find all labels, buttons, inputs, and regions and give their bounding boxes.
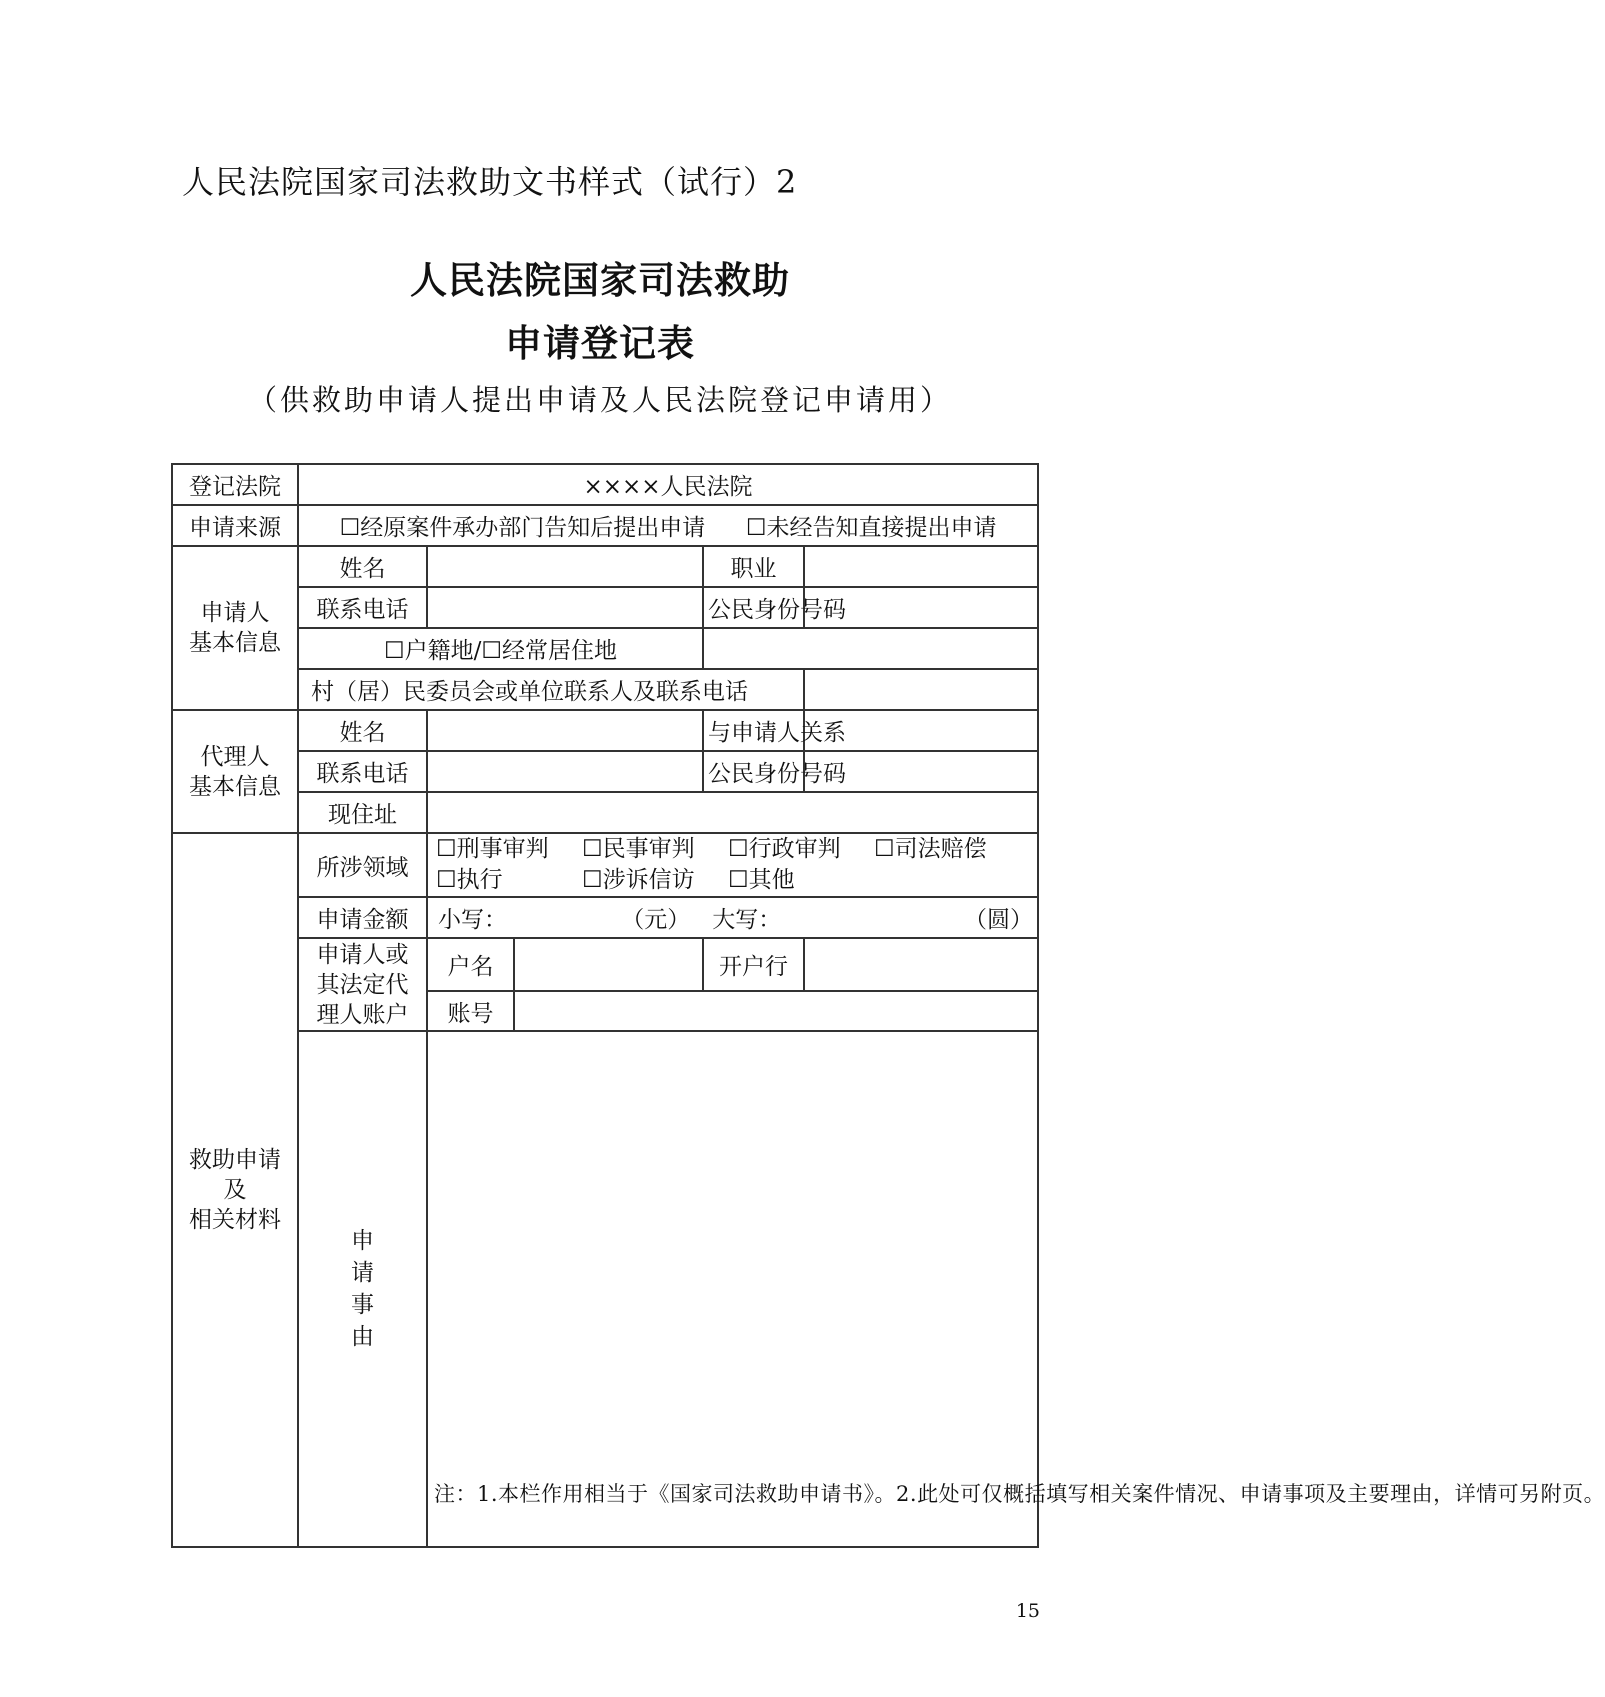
agent-section-label: 代理人 基本信息: [172, 710, 298, 833]
document-series-header: 人民法院国家司法救助文书样式（试行）2: [182, 163, 798, 201]
field-option-civil-checkbox[interactable]: ☐民事审判: [582, 836, 695, 862]
account-number-field[interactable]: [514, 991, 1038, 1031]
applicant-name-label: 姓名: [298, 546, 427, 587]
materials-row-reason: [172, 1031, 1038, 1471]
source-row: [172, 505, 1038, 546]
amount-big-label: 大写：: [712, 907, 782, 933]
bank-field[interactable]: [804, 938, 1038, 991]
account-label: 申请人或 其法定代 理人账户: [298, 938, 427, 1031]
materials-row-amount: [172, 897, 1038, 938]
reason-note: 注：1.本栏作用相当于《国家司法救助申请书》。2.此处可仅概括填写相关案件情况、申请事项及主要理由，详情可另附页。: [427, 1471, 1038, 1547]
agent-phone-label: 联系电话: [298, 751, 427, 792]
source-option-direct-checkbox[interactable]: ☐未经告知直接提出申请: [745, 515, 997, 541]
materials-row-field: [172, 833, 1038, 897]
agent-phone-field[interactable]: [427, 751, 703, 792]
reason-label: 申 请 事 由: [298, 1031, 427, 1547]
agent-row-2: [172, 751, 1038, 792]
applicant-residence-label[interactable]: ☐户籍地/☐经常居住地: [298, 628, 703, 669]
amount-small-label: 小写：: [438, 907, 507, 933]
agent-name-label: 姓名: [298, 710, 427, 751]
amount-label: 申请金额: [298, 897, 427, 938]
materials-section-label: 救助申请 及 相关材料: [172, 833, 298, 1547]
reason-text-area[interactable]: [427, 1031, 1038, 1471]
form-title-line1: 人民法院国家司法救助: [410, 258, 790, 302]
applicant-section-label: 申请人 基本信息: [172, 546, 298, 710]
applicant-phone-field[interactable]: [427, 587, 703, 628]
applicant-village-contact-label: 村（居）民委员会或单位联系人及联系电话: [298, 669, 804, 710]
amount-big-yuan-unit: （圆）: [964, 907, 1034, 933]
court-label: 登记法院: [172, 464, 298, 505]
source-label: 申请来源: [172, 505, 298, 546]
agent-address-label: 现住址: [298, 792, 427, 833]
applicant-row-1: [172, 546, 1038, 587]
field-label: 所涉领域: [298, 833, 427, 897]
source-options: [298, 505, 1038, 546]
page-number: 15: [1015, 1600, 1040, 1622]
agent-row-3: [172, 792, 1038, 833]
applicant-occupation-field[interactable]: [804, 546, 1038, 587]
court-value[interactable]: ××××人民法院: [298, 464, 1038, 505]
form-title-line2: 申请登记表: [505, 321, 695, 365]
account-name-label: 户名: [427, 938, 514, 991]
agent-name-field[interactable]: [427, 710, 703, 751]
applicant-occupation-label: 职业: [703, 546, 804, 587]
applicant-name-field[interactable]: [427, 546, 703, 587]
field-option-criminal-checkbox[interactable]: ☐刑事审判: [436, 836, 549, 862]
account-name-field[interactable]: [514, 938, 703, 991]
applicant-village-contact-field[interactable]: [804, 669, 1038, 710]
form-subtitle: （供救助申请人提出申请及人民法院登记申请用）: [247, 383, 952, 417]
amount-yuan-unit: （元）: [621, 907, 691, 933]
applicant-row-3: [172, 628, 1038, 669]
field-option-compensation-checkbox[interactable]: ☐司法赔偿: [874, 836, 987, 862]
applicant-phone-label: 联系电话: [298, 587, 427, 628]
field-option-execution-checkbox[interactable]: ☐执行: [436, 867, 503, 893]
field-option-petition-checkbox[interactable]: ☐涉诉信访: [582, 867, 695, 893]
applicant-row-4: [172, 669, 1038, 710]
applicant-row-2: [172, 587, 1038, 628]
field-option-other-checkbox[interactable]: ☐其他: [728, 867, 795, 893]
agent-row-1: [172, 710, 1038, 751]
bank-label: 开户行: [703, 938, 804, 991]
agent-relation-label: 与申请人关系: [703, 710, 804, 751]
amount-fields[interactable]: [427, 897, 1038, 938]
materials-row-account-1: [172, 938, 1038, 991]
agent-address-field[interactable]: [427, 792, 1038, 833]
applicant-residence-field[interactable]: [703, 628, 1038, 669]
source-option-informed-checkbox[interactable]: ☐经原案件承办部门告知后提出申请: [339, 515, 706, 541]
field-options: [427, 833, 1038, 897]
applicant-id-label: 公民身份号码: [703, 587, 804, 628]
field-option-administrative-checkbox[interactable]: ☐行政审判: [728, 836, 841, 862]
account-number-label: 账号: [427, 991, 514, 1031]
registration-form-table: [171, 463, 1605, 1548]
court-row: [172, 464, 1038, 505]
agent-id-label: 公民身份号码: [703, 751, 804, 792]
